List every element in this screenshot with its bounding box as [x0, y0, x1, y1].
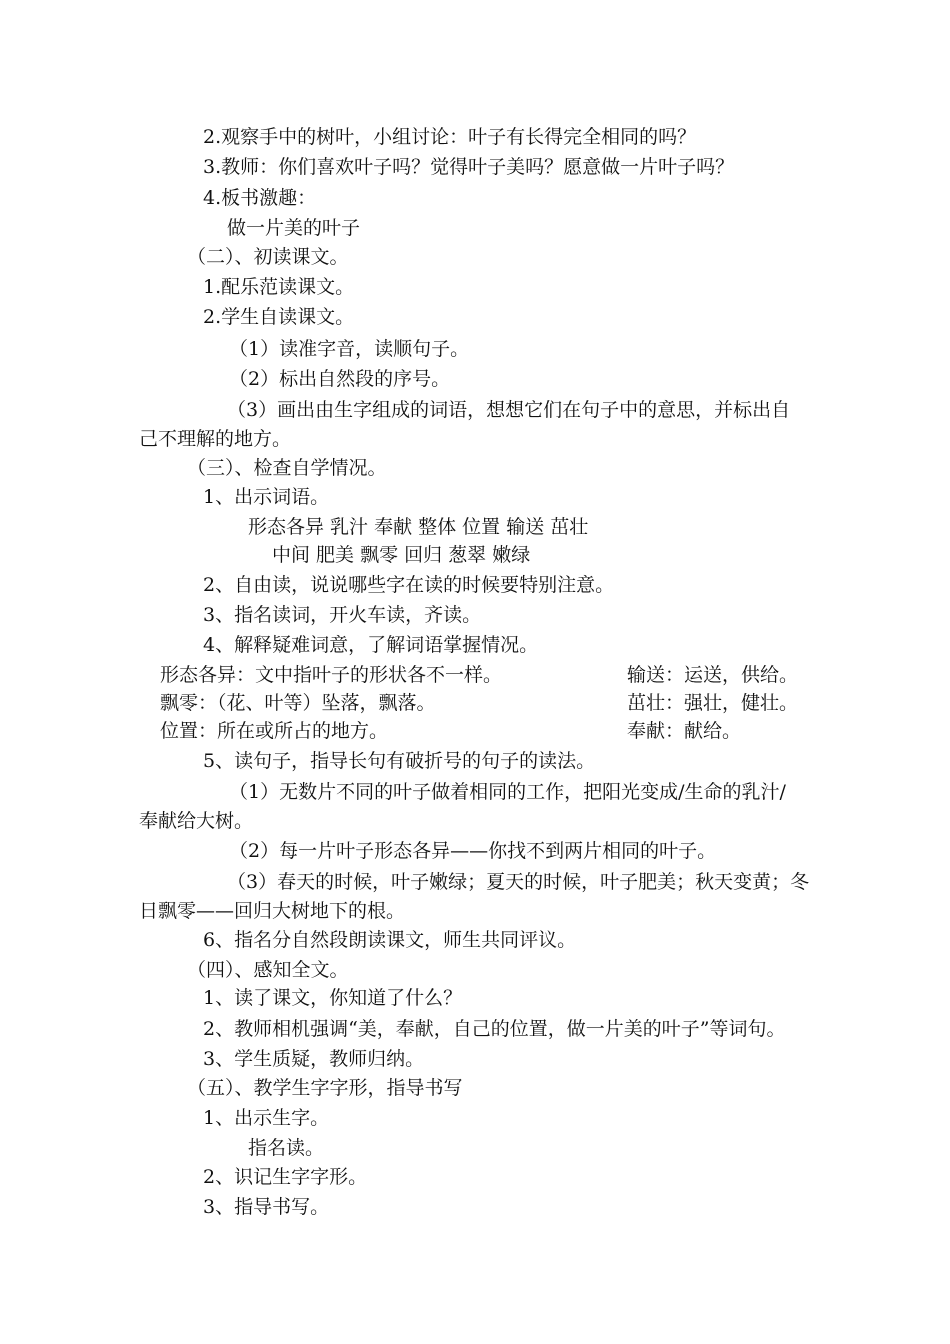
text-line: 2、自由读，说说哪些字在读的时候要特别注意。 — [203, 574, 615, 596]
text-line: 4.板书激趣： — [203, 187, 317, 209]
text-line: 2.学生自读课文。 — [203, 306, 355, 328]
text-line: 3、指名读词，开火车读，齐读。 — [203, 604, 482, 626]
definition-left: 飘零：（花、叶等）坠落，飘落。 — [160, 692, 436, 714]
text-line: 1、读了课文，你知道了什么？ — [203, 987, 463, 1009]
section-heading: （四）、感知全文。 — [187, 959, 349, 981]
text-line: 日飘零——回归大树地下的根。 — [139, 900, 406, 922]
text-line: （1）无数片不同的叶子做着相同的工作，把阳光变成/生命的乳汁/ — [229, 781, 786, 803]
text-line: 1.配乐范读课文。 — [203, 276, 355, 298]
text-line: 3、指导书写。 — [203, 1196, 330, 1218]
vocabulary-line: 形态各异 乳汁 奉献 整体 位置 输送 茁壮 — [248, 516, 589, 538]
text-line: （2）标出自然段的序号。 — [229, 368, 451, 390]
section-heading: （五）、教学生字字形，指导书写 — [187, 1077, 463, 1099]
text-line: （3）春天的时候，叶子嫩绿；夏天的时候，叶子肥美；秋天变黄；冬 — [227, 871, 810, 893]
text-line: 2、识记生字字形。 — [203, 1166, 368, 1188]
text-line: 2、教师相机强调“美，奉献，自己的位置，做一片美的叶子”等词句。 — [203, 1018, 786, 1040]
text-line: 1、出示生字。 — [203, 1107, 330, 1129]
vocabulary-line: 中间 肥美 飘零 回归 葱翠 嫩绿 — [272, 544, 531, 566]
definition-right: 奉献：献给。 — [627, 720, 742, 742]
definition-left: 位置：所在或所占的地方。 — [160, 720, 389, 742]
text-line: （2）每一片叶子形态各异——你找不到两片相同的叶子。 — [229, 840, 717, 862]
text-line: 5、读句子，指导长句有破折号的句子的读法。 — [203, 750, 596, 772]
text-line: （1）读准字音，读顺句子。 — [229, 338, 470, 360]
section-heading: （二）、初读课文。 — [187, 246, 349, 268]
text-line: 奉献给大树。 — [139, 810, 254, 832]
section-heading: （三）、检查自学情况。 — [187, 457, 387, 479]
definition-right: 茁壮：强壮，健壮。 — [627, 692, 799, 714]
text-line: 2.观察手中的树叶，小组讨论：叶子有长得完全相同的吗？ — [203, 126, 697, 148]
text-line: 1、出示词语。 — [203, 486, 330, 508]
text-line: 己不理解的地方。 — [139, 428, 292, 450]
text-line: 做一片美的叶子 — [227, 217, 361, 239]
text-line: 3、学生质疑，教师归纳。 — [203, 1048, 425, 1070]
text-line: 指名读。 — [248, 1137, 325, 1159]
text-line: 4、解释疑难词意，了解词语掌握情况。 — [203, 634, 539, 656]
text-line: 3.教师：你们喜欢叶子吗？觉得叶子美吗？愿意做一片叶子吗？ — [203, 156, 735, 178]
text-line: （3）画出由生字组成的词语，想想它们在句子中的意思，并标出自 — [227, 399, 791, 421]
definition-left: 形态各异：文中指叶子的形状各不一样。 — [160, 664, 503, 686]
definition-right: 输送：运送，供给。 — [627, 664, 799, 686]
text-line: 6、指名分自然段朗读课文，师生共同评议。 — [203, 929, 577, 951]
